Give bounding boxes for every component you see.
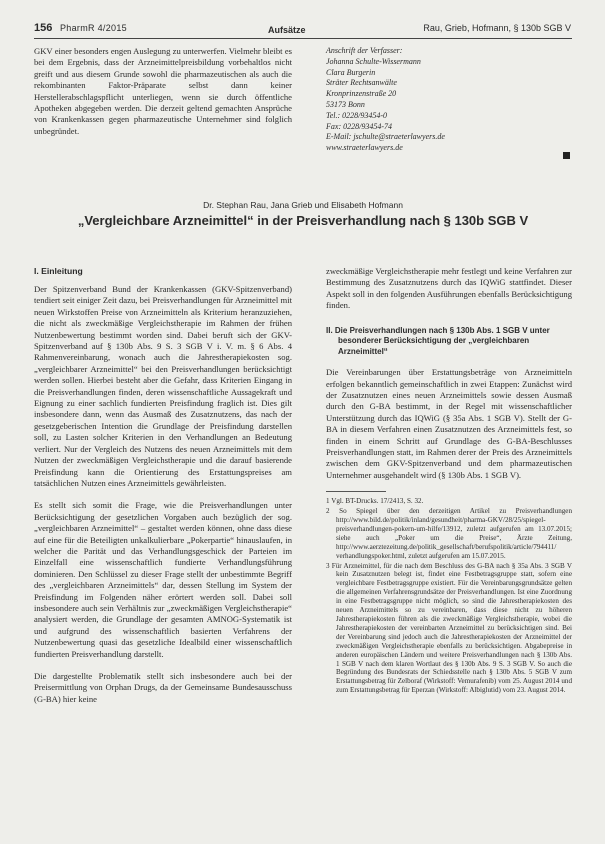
footnote: 2 So Spiegel über den derzeitigen Artikel zu Preisverhandlungen http://www.bild.de/politik/inland/gesundheit/pharma-GKV/28/25/spiegel-preisverhandlungen-pokern-um-hilfe/13912, zuletzt aufgerufen am 13.07.2015; siehe auch „Poker um die Preise“, Ärzte Zeitung, http://www.aerztezeitung.de/politik_gesellschaft/berufspolitik/article/794411/ verhandlungspoker.html, zuletzt aufgerufen am 15.07.2015. [326, 507, 572, 560]
page-number: 156 [34, 22, 53, 34]
address-line: 53173 Bonn [326, 99, 365, 109]
address-line: E-Mail: jschulte@straeterlawyers.de [326, 132, 445, 142]
footnote: 1 Vgl. BT-Drucks. 17/2413, S. 32. [326, 497, 424, 506]
footnotes [326, 491, 572, 695]
author-address [326, 46, 572, 154]
running-head: Rau, Grieb, Hofmann, § 130b SGB V [423, 23, 571, 33]
footnote: 3 Für Arzneimittel, für die nach dem Beschluss des G-BA nach § 35a Abs. 3 SGB V kein Zusatznutzen belegt ist, findet eine Festbetragsgruppe statt, sofern eine vergleichbare Festbetragsgruppe existiert. Für die Vereinbarungsgrundsätze gelten die allgemeinen Verfahrensgrundsätze der Preisverhandlungen. Ist eine Zuordnung in eine Festbetragsgruppe nicht möglich, so sind die Jahrestherapiekosten des neuen Arzneimittels so zu vereinbaren, dass diese nicht zu höheren Jahrestherapiekosten führen als die zweckmäßige Vergleichstherapie, wobei die Jahrestherapiekosten der vereinbarten Arzneimittel zu berücksichtigen sind. Bei der Vereinbarung sind jedoch auch die Jahrestherapiekosten der Arzneimittel der zweckmäßigen Vergleichstherapie ebenfalls zu berücksichtigen. Abgabepreise in anderen europäischen Ländern und weitere Preisverhandlungen nach § 130b Abs. 1 SGB V nach dem klaren Wortlaut des § 130b Abs. 9 S. 3 SGB V. So auch die Begründung des Bundesrats der Schiedsstelle nach § 130b Abs. 5 SGB V zum Erstattungsbetrag für Zelboraf (Wirkstoff: Vemurafenib) vom 25. August 2014 und zum Erstattungsbetrag für Eperzan (Wirkstoff: Albiglutid) vom 23. August 2014. [326, 561, 572, 695]
left-column [34, 266, 292, 834]
body-paragraph: Es stellt sich somit die Frage, wie die Preisverhandlungen unter Berücksichtigung der gesetzlichen Vorgaben auch bezüglich der sog. „vergleichbaren Arzneimittel“ – gestaltet werden können, ohne dass diese auf eine für die Beteiligten unkalkulierbare „Pokerpartie“ hinauslaufen, in welcher die Parität und das Verhandlungsgeschick der Parteien im Einzelfall eine wissenschaftlich fundierte Verhandlungsführung dominieren. Den Schlüssel zu dieser Frage stellt der unbestimmte Begriff des „vergleichbaren Arzneimittels“ dar, dessen Stellung im System der Preisfindung im Folgenden näher erörtert werden soll. Dabei soll insbesondere auch sein Verhältnis zur „zweckmäßigen Vergleichstherapie“ analysiert werden, die Grundlage der gesamten AMNOG-Systematik ist und aufgrund des wissenschaftlich basierten Verfahrens der Nutzenbewertung quasi das gesetzliche Idealbild einer wissenschaftlich fundierten Preisverhandlung darstellt. [34, 500, 292, 659]
section-heading-preisverhandlungen: II. Die Preisverhandlungen nach § 130b Abs. 1 SGB V unter besonderer Berücksichtigung der „vergleichbaren Arzneimittel“ [326, 325, 550, 356]
address-line: Tel.: 0228/93454-0 [326, 110, 388, 120]
journal-name: PharmR 4/2015 [60, 23, 127, 33]
previous-article-end [34, 46, 292, 182]
body-paragraph: zweckmäßige Vergleichstherapie mehr festlegt und keine Verfahren zur Bestimmung des Zusatznutzens durch das IQWiG stattfindet. Dieser Aspekt soll in den folgenden Ausführungen ebenfalls Berücksichtigung finden. [326, 266, 572, 311]
footnote-rule [326, 491, 386, 492]
address-line: Kronprinzenstraße 20 [326, 89, 397, 99]
body-paragraph: Die dargestellte Problematik stellt sich insbesondere auch bei der Preisermittlung von Orphan Drugs, da der Gemeinsame Bundesausschuss (G-BA) hier keine [34, 671, 292, 704]
body-paragraph: Die Vereinbarungen über Erstattungsbeträge von Arzneimitteln erfolgen bekanntlich gemeinschaftlich in zwei Etappen: Zunächst wird der Zusatznutzen eines neuen Arzneimittels sowie dessen Ausmaß durch den G-BA bestimmt, in der Regel mit wissenschaftlicher Unterstützung durch das IQWiG (§ 35a Abs. 1 SGB V). Stellt der G-BA in diesem Verfahren einen Zusatznutzen des Arzneimittels fest, so finden in einem Schritt auf Grundlage des G-BA-Beschlusses Preisverhandlungen statt, im Rahmen derer der Preis des Arzneimittels zwischen dem GKV-Spitzenverband und dem pharmazeutischen Unternehmer ausgehandelt wird (§ 130b Abs. 1 SGB V). [326, 367, 572, 480]
address-line: Fax: 0228/93454-74 [326, 121, 392, 131]
article-title: „Vergleichbare Arzneimittel“ in der Preisverhandlung nach § 130b SGB V [77, 213, 529, 228]
right-column [326, 266, 572, 834]
address-line: Johanna Schulte-Wissermann [326, 56, 421, 66]
address-line: Anschrift der Verfasser: [326, 46, 403, 55]
page-header [0, 22, 605, 38]
address-line: Clara Burgerin [326, 67, 376, 77]
article-authors: Dr. Stephan Rau, Jana Grieb und Elisabeth Hofmann [203, 200, 403, 210]
header-rule [34, 38, 572, 39]
previous-article-paragraph: GKV einer besonders engen Auslegung zu unterwerfen. Vielmehr bleibt es bei dem Ergebnis, dass der Arzneimittelpreisbildung vorbehaltlos nicht greift und aus diesem Grunde sowohl die pharmazeutischen als auch die rekombinanten Faktor-Präparate selbst dann keiner Herstellerabschlagspflicht unterliegen, wenn sie durch öffentliche Apotheken abgegeben werden. Die derzeit geltend gemachten Ansprüche von Krankenkassen gegen pharmazeutische Unternehmer sind folglich unbegründet. [34, 46, 292, 136]
section-heading-einleitung: I. Einleitung [34, 266, 83, 276]
address-line: www.straeterlawyers.de [326, 143, 403, 153]
section-label: Aufsätze [268, 25, 306, 35]
end-of-article-square-icon [563, 152, 570, 159]
address-line: Sträter Rechtsanwälte [326, 78, 397, 88]
body-paragraph: Der Spitzenverband Bund der Krankenkassen (GKV-Spitzenverband) tendiert seit einiger Zeit dazu, bei Preisverhandlungen für Arzneimittel mit neuen Wirkstoffen Preise von Arzneimitteln als Kriterium heranzuziehen, die nicht als zweckmäßige Vergleichstherapie im Rahmen der frühen Nutzenbewertung bestimmt worden sind. Dabei beruft sich der GKV-Spitzenverband auf § 130b Abs. 9 S. 3 SGB V i. V. m. § 6 Abs. 4 Rahmenvereinbarung, wonach auch die Jahrestherapiekosten sog. „vergleichbarer Arzneimittel“ bei den Preisverhandlungen berücksichtigt werden sollen. Hierbei besteht aber die Gefahr, dass Kriterien Eingang in die Preisverhandlungen finden, deren wissenschaftliche Aussagekraft und Eignung zu einer sachlich fundierten Preisfindung fraglich ist. Dies gilt insbesondere dann, wenn das Ausmaß des Zusatznutzens, das nach der gesetzgeberischen Intention die Grundlage der Preisfindung darstellen soll, zu Lasten solcher Kriterien in den Verhandlungen an Bedeutung verliert. Nur der Vergleich des Nutzens des neuen Arzneimittels mit dem Nutzen der zweckmäßigen Vergleichstherapie und die darauf basierende Preisfindung kann die Orientierung des Erstattungspreises am tatsächlichen Nutzen eines Arzneimittels gewährleisten. [34, 284, 292, 488]
